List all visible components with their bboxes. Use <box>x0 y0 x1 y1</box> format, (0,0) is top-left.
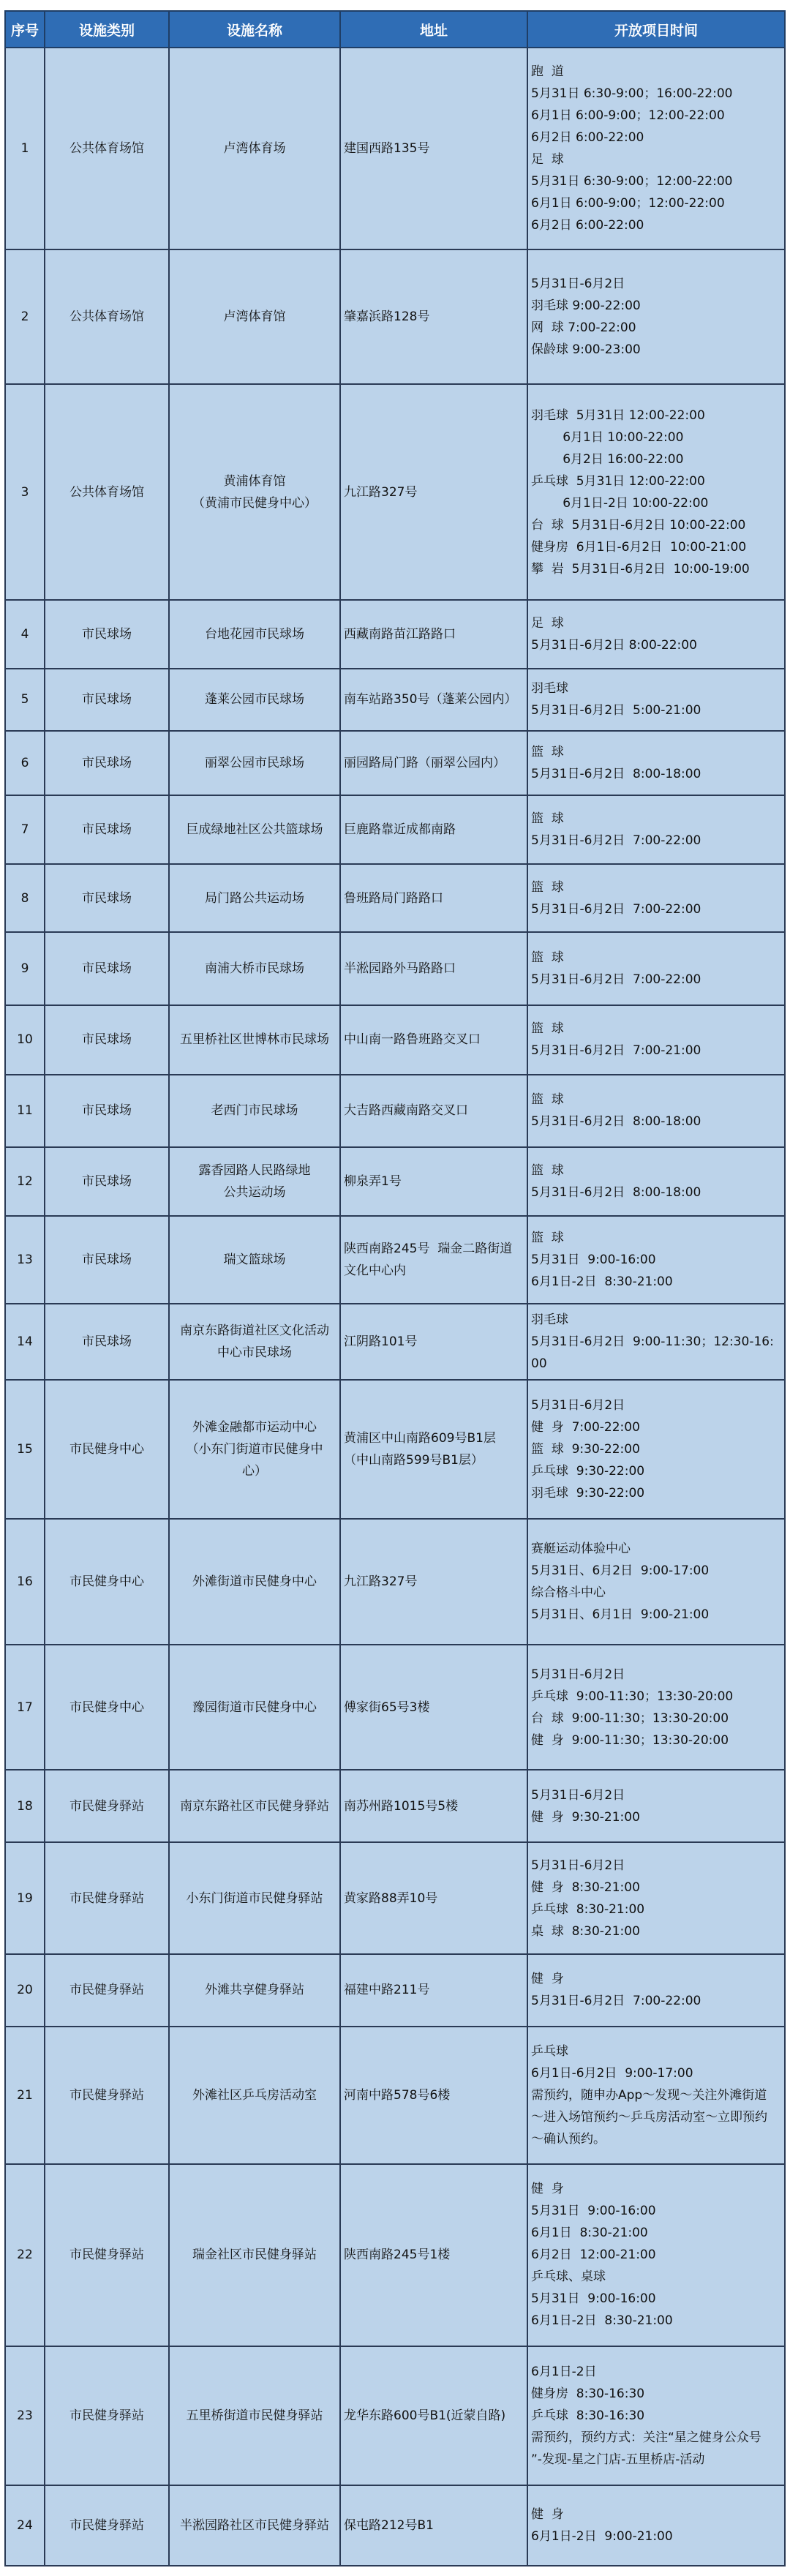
row-number: 13 <box>5 1216 45 1304</box>
facility-name-line: 丽翠公园市民球场 <box>205 756 304 771</box>
row-number: 16 <box>5 1519 45 1645</box>
row-number: 8 <box>5 864 45 932</box>
facility-category: 公共体育场馆 <box>45 249 169 384</box>
facility-address <box>340 1216 527 1304</box>
table-row <box>5 1842 785 1954</box>
facility-address <box>340 2164 527 2347</box>
time-line: 健 身 <box>531 1972 564 1987</box>
table-row <box>5 1005 785 1075</box>
facility-address <box>340 669 527 731</box>
time-line: 6月2日 6:00-22:00 <box>531 130 644 146</box>
header-no: 序号 <box>5 11 45 48</box>
address-line: 半淞园路外马路路口 <box>344 961 456 976</box>
time-line: 6月1日 10:00-22:00 <box>531 429 684 445</box>
time-line: 健 身 <box>531 2507 564 2523</box>
facility-name <box>169 384 340 600</box>
row-number: 6 <box>5 731 45 795</box>
facility-name-line: 局门路公共运动场 <box>205 890 304 906</box>
header-category: 设施类别 <box>45 11 169 48</box>
time-line: 5月31日-6月2日 8:00-18:00 <box>531 1184 701 1200</box>
opening-times <box>527 1645 785 1770</box>
facility-name-line: 黄浦体育馆 <box>223 473 286 489</box>
opening-times <box>527 1075 785 1146</box>
facility-name <box>169 932 340 1005</box>
address-line: 陕西南路245号 瑞金二路街道 <box>344 1241 513 1256</box>
address-line: 九江路327号 <box>344 1574 418 1590</box>
table-row <box>5 731 785 795</box>
facility-name-line: 露香园路人民路绿地 <box>198 1163 311 1178</box>
time-line: 5月31日-6月2日 7:00-22:00 <box>531 972 701 987</box>
facility-category: 市民球场 <box>45 1075 169 1146</box>
time-line: 桌 球 8:30-21:00 <box>531 1923 640 1939</box>
address-line: 陕西南路245号1楼 <box>344 2248 451 2263</box>
opening-times <box>527 2027 785 2164</box>
row-number: 4 <box>5 600 45 668</box>
facility-name-line: 小东门街道市民健身驿站 <box>186 1890 323 1906</box>
time-line: 乒乓球 8:30-16:30 <box>531 2408 645 2424</box>
address-line: 保屯路212号B1 <box>344 2518 434 2534</box>
facility-name-line: 外滩街道市民健身中心 <box>192 1574 317 1590</box>
address-line: 南车站路350号（蓬莱公园内） <box>344 692 517 707</box>
address-line: 九江路327号 <box>344 484 418 500</box>
table-row <box>5 2164 785 2347</box>
time-line: 6月2日 16:00-22:00 <box>531 451 684 467</box>
facility-category: 市民健身驿站 <box>45 2346 169 2485</box>
facility-name-line: 南京东路街道社区文化活动 <box>180 1323 329 1339</box>
facility-category: 市民健身驿站 <box>45 2027 169 2164</box>
table-row <box>5 1645 785 1770</box>
facility-category: 市民健身驿站 <box>45 1842 169 1954</box>
time-line: 乒乓球 9:00-11:30；13:30-20:00 <box>531 1689 734 1704</box>
time-line: 健 身 <box>531 2182 564 2197</box>
facility-category: 市民球场 <box>45 864 169 932</box>
facility-name <box>169 1380 340 1519</box>
facility-category: 市民球场 <box>45 1147 169 1216</box>
time-line: 健 身 9:30-21:00 <box>531 1809 640 1825</box>
time-line: 乒乓球、桌球 <box>531 2269 606 2285</box>
time-line: 6月1日-2日 9:00-21:00 <box>531 2529 673 2545</box>
address-line: 丽园路局门路（丽翠公园内） <box>344 756 505 771</box>
time-line: 6月2日 12:00-21:00 <box>531 2248 656 2263</box>
opening-times <box>527 384 785 600</box>
time-line: 5月31日、6月2日 9:00-17:00 <box>531 1563 710 1579</box>
facility-name-line: 外滩共享健身驿站 <box>205 1983 304 1998</box>
address-line: 柳泉弄1号 <box>344 1174 402 1189</box>
time-line: 篮 球 <box>531 1092 564 1108</box>
time-line: 5月31日-6月2日 <box>531 1787 625 1803</box>
time-line: 羽毛球 5月31日 12:00-22:00 <box>531 408 705 423</box>
header-times: 开放项目时间 <box>527 11 785 48</box>
row-number: 15 <box>5 1380 45 1519</box>
facility-category: 市民健身中心 <box>45 1519 169 1645</box>
time-line: 健身房 8:30-16:30 <box>531 2387 645 2402</box>
address-line: 西藏南路苗江路路口 <box>344 627 456 642</box>
table-row <box>5 2027 785 2164</box>
facility-name <box>169 731 340 795</box>
time-line: 需预约，预约方式：关注“星之健身公众号 <box>531 2430 761 2446</box>
opening-times <box>527 2346 785 2485</box>
row-number: 1 <box>5 48 45 249</box>
time-line: 5月31日-6月2日 8:00-18:00 <box>531 767 701 782</box>
opening-times <box>527 600 785 668</box>
facility-address <box>340 1075 527 1146</box>
time-line: 5月31日-6月2日 8:00-18:00 <box>531 1114 701 1130</box>
facility-name-line: 半淞园路社区市民健身驿站 <box>180 2518 329 2534</box>
facility-name <box>169 2346 340 2485</box>
time-line: 6月2日 6:00-22:00 <box>531 218 644 233</box>
facility-address <box>340 2485 527 2566</box>
facility-name <box>169 1304 340 1381</box>
facility-name <box>169 1842 340 1954</box>
time-line: 足 球 <box>531 152 564 168</box>
row-number: 7 <box>5 795 45 863</box>
opening-times <box>527 1519 785 1645</box>
opening-times <box>527 1216 785 1304</box>
facility-category: 市民健身驿站 <box>45 1954 169 2026</box>
facility-category: 市民球场 <box>45 669 169 731</box>
table-row <box>5 48 785 249</box>
header-row <box>5 11 785 48</box>
opening-times <box>527 864 785 932</box>
facility-category: 市民球场 <box>45 1304 169 1381</box>
facility-category: 市民球场 <box>45 932 169 1005</box>
time-line: 6月1日-2日 8:30-21:00 <box>531 1274 673 1289</box>
facility-name-line: 外滩金融都市运动中心 <box>192 1420 317 1435</box>
facility-name <box>169 669 340 731</box>
time-line: 5月31日-6月2日 7:00-21:00 <box>531 1043 701 1059</box>
facility-name-line: 南京东路社区市民健身驿站 <box>180 1798 329 1814</box>
facility-name-line: 蓬莱公园市民球场 <box>205 692 304 707</box>
table-row <box>5 384 785 600</box>
facility-category: 市民球场 <box>45 600 169 668</box>
opening-times <box>527 1147 785 1216</box>
table-row <box>5 1519 785 1645</box>
time-line: 乒乓球 5月31日 12:00-22:00 <box>531 473 705 489</box>
time-line: 篮 球 <box>531 1230 564 1245</box>
facility-name <box>169 1075 340 1146</box>
row-number: 21 <box>5 2027 45 2164</box>
time-line: 健 身 9:00-11:30；13:30-20:00 <box>531 1732 729 1748</box>
time-line: 5月31日-6月2日 <box>531 1667 625 1682</box>
facility-name-line: 瑞文篮球场 <box>223 1252 286 1267</box>
opening-times <box>527 1005 785 1075</box>
row-number: 19 <box>5 1842 45 1954</box>
table-row <box>5 600 785 668</box>
facility-name <box>169 1147 340 1216</box>
table-row <box>5 864 785 932</box>
time-line: 5月31日 9:00-16:00 <box>531 2291 656 2307</box>
facility-name-line: 豫园街道市民健身中心 <box>192 1700 317 1715</box>
facility-name <box>169 1216 340 1304</box>
facility-category: 市民球场 <box>45 731 169 795</box>
address-line: （中山南路599号B1层） <box>344 1453 484 1468</box>
facility-address <box>340 1954 527 2026</box>
row-number: 24 <box>5 2485 45 2566</box>
time-line: ～进入场馆预约～乒乓房活动室～立即预约 <box>531 2109 767 2125</box>
facility-name <box>169 249 340 384</box>
table-row <box>5 1380 785 1519</box>
opening-times <box>527 48 785 249</box>
facility-address <box>340 932 527 1005</box>
time-line: 6月1日 6:00-9:00；12:00-22:00 <box>531 108 725 124</box>
facility-address <box>340 1304 527 1381</box>
time-line: 保龄球 9:00-23:00 <box>531 342 641 358</box>
table-row <box>5 1216 785 1304</box>
time-line: 台 球 5月31日-6月2日 10:00-22:00 <box>531 517 746 533</box>
time-line: 5月31日-6月2日 9:00-11:30；12:30-16:00 <box>531 1334 774 1372</box>
address-line: 黄浦区中山南路609号B1层 <box>344 1431 496 1446</box>
row-number: 11 <box>5 1075 45 1146</box>
table-body <box>5 48 785 2566</box>
time-line: 5月31日、6月1日 9:00-21:00 <box>531 1607 710 1623</box>
row-number: 20 <box>5 1954 45 2026</box>
facility-name <box>169 1005 340 1075</box>
facility-address <box>340 864 527 932</box>
opening-times <box>527 932 785 1005</box>
time-line: 6月1日-2日 8:30-21:00 <box>531 2313 673 2329</box>
address-line: 河南中路578号6楼 <box>344 2087 451 2103</box>
facility-category: 市民球场 <box>45 1005 169 1075</box>
opening-times <box>527 1770 785 1841</box>
facility-address <box>340 1380 527 1519</box>
time-line: 篮 球 <box>531 1163 564 1178</box>
facility-name-line: 台地花园市民球场 <box>205 627 304 642</box>
facility-name <box>169 864 340 932</box>
time-line: 5月31日-6月2日 7:00-22:00 <box>531 833 701 849</box>
time-line: 赛艇运动体验中心 <box>531 1542 631 1557</box>
time-line: 羽毛球 <box>531 1313 568 1328</box>
address-line: 建国西路135号 <box>344 141 430 157</box>
facility-category: 市民健身驿站 <box>45 2485 169 2566</box>
time-line: 5月31日 9:00-16:00 <box>531 2204 656 2219</box>
facility-name-line: 心） <box>242 1464 267 1479</box>
facility-address <box>340 1645 527 1770</box>
facility-name-line: （小东门街道市民健身中 <box>186 1442 323 1457</box>
header-name: 设施名称 <box>169 11 340 48</box>
facility-name <box>169 600 340 668</box>
row-number: 22 <box>5 2164 45 2347</box>
row-number: 3 <box>5 384 45 600</box>
time-line: 5月31日-6月2日 7:00-22:00 <box>531 1994 701 2009</box>
address-line: 南苏州路1015号5楼 <box>344 1798 459 1814</box>
facility-category: 市民健身驿站 <box>45 2164 169 2347</box>
facility-address <box>340 384 527 600</box>
opening-times <box>527 2164 785 2347</box>
table-row <box>5 669 785 731</box>
time-line: 篮 球 <box>531 879 564 895</box>
row-number: 17 <box>5 1645 45 1770</box>
opening-times <box>527 1304 785 1381</box>
time-line: 5月31日-6月2日 <box>531 277 625 292</box>
facility-table <box>4 10 786 2566</box>
facility-name-line: 外滩社区乒乓房活动室 <box>192 2087 317 2103</box>
row-number: 10 <box>5 1005 45 1075</box>
facility-name <box>169 2164 340 2347</box>
address-line: 鲁班路局门路路口 <box>344 890 443 906</box>
header-address: 地址 <box>340 11 527 48</box>
time-line: 羽毛球 <box>531 681 568 696</box>
time-line: 乒乓球 8:30-21:00 <box>531 1901 645 1917</box>
time-line: 台 球 9:00-11:30；13:30-20:00 <box>531 1711 729 1726</box>
address-line: 傅家街65号3楼 <box>344 1700 430 1715</box>
time-line: 综合格斗中心 <box>531 1585 606 1601</box>
facility-address <box>340 731 527 795</box>
time-line: 需预约，随申办App～发现～关注外滩街道 <box>531 2087 767 2103</box>
time-line: 攀 岩 5月31日-6月2日 10:00-19:00 <box>531 561 750 577</box>
address-line: 肇嘉浜路128号 <box>344 309 430 325</box>
facility-address <box>340 795 527 863</box>
facility-name-line: （黄浦市民健身中心） <box>192 495 317 511</box>
facility-address <box>340 2346 527 2485</box>
table-row <box>5 1147 785 1216</box>
opening-times <box>527 1954 785 2026</box>
time-line: 5月31日-6月2日 <box>531 1398 625 1413</box>
address-line: 中山南一路鲁班路交叉口 <box>344 1032 481 1048</box>
facility-address <box>340 1005 527 1075</box>
facility-name <box>169 48 340 249</box>
address-line: 龙华东路600号B1(近蒙自路) <box>344 2408 506 2424</box>
facility-category: 公共体育场馆 <box>45 384 169 600</box>
time-line: 5月31日-6月2日 5:00-21:00 <box>531 703 701 718</box>
facility-address <box>340 1147 527 1216</box>
time-line: 6月1日-2日 10:00-22:00 <box>531 495 709 511</box>
facility-name <box>169 795 340 863</box>
time-line: ～确认预约。 <box>531 2131 606 2147</box>
facility-address <box>340 2027 527 2164</box>
table-row <box>5 2346 785 2485</box>
time-line: 6月1日-6月2日 9:00-17:00 <box>531 2065 693 2081</box>
time-line: 5月31日-6月2日 7:00-22:00 <box>531 901 701 917</box>
time-line: 足 球 <box>531 616 564 631</box>
facility-address <box>340 48 527 249</box>
time-line: 乒乓球 9:30-22:00 <box>531 1464 645 1479</box>
time-line: 网 球 7:00-22:00 <box>531 320 636 336</box>
facility-name <box>169 1645 340 1770</box>
facility-address <box>340 600 527 668</box>
time-line: 跑 道 <box>531 64 564 80</box>
time-line: 篮 球 <box>531 1021 564 1037</box>
facility-address <box>340 1842 527 1954</box>
table-row <box>5 1304 785 1381</box>
time-line: 乒乓球 <box>531 2043 568 2059</box>
opening-times <box>527 2485 785 2566</box>
time-line: 6月1日-2日 <box>531 2365 597 2380</box>
facility-category: 市民健身驿站 <box>45 1770 169 1841</box>
facility-address <box>340 1770 527 1841</box>
table-row <box>5 795 785 863</box>
row-number: 5 <box>5 669 45 731</box>
opening-times <box>527 669 785 731</box>
time-line: 5月31日 9:00-16:00 <box>531 1252 656 1267</box>
row-number: 14 <box>5 1304 45 1381</box>
table-row <box>5 1954 785 2026</box>
time-line: 健 身 8:30-21:00 <box>531 1880 640 1895</box>
time-line: 5月31日-6月2日 <box>531 1858 625 1873</box>
facility-address <box>340 249 527 384</box>
time-line: 5月31日-6月2日 8:00-22:00 <box>531 638 697 653</box>
table-row <box>5 932 785 1005</box>
row-number: 12 <box>5 1147 45 1216</box>
table-row <box>5 2485 785 2566</box>
address-line: 福建中路211号 <box>344 1983 430 1998</box>
time-line: 羽毛球 9:00-22:00 <box>531 298 641 314</box>
facility-category: 市民球场 <box>45 1216 169 1304</box>
facility-name <box>169 1519 340 1645</box>
opening-times <box>527 795 785 863</box>
opening-times <box>527 731 785 795</box>
opening-times <box>527 1842 785 1954</box>
time-line: 5月31日 6:30-9:00；12:00-22:00 <box>531 174 733 189</box>
facility-name <box>169 1954 340 2026</box>
facility-name-line: 巨成绿地社区公共篮球场 <box>186 822 323 838</box>
facility-name-line: 卢湾体育馆 <box>223 309 286 325</box>
opening-times <box>527 1380 785 1519</box>
table-row <box>5 1770 785 1841</box>
facility-name-line: 南浦大桥市民球场 <box>205 961 304 976</box>
facility-name-line: 五里桥街道市民健身驿站 <box>186 2408 323 2424</box>
time-line: 篮 球 9:30-22:00 <box>531 1442 640 1457</box>
time-line: 篮 球 <box>531 745 564 760</box>
time-line: ”-发现-星之门店-五里桥店-活动 <box>531 2452 705 2468</box>
time-line: 篮 球 <box>531 811 564 827</box>
time-line: 5月31日 6:30-9:00；16:00-22:00 <box>531 86 733 102</box>
facility-name-line: 卢湾体育场 <box>223 141 286 157</box>
facility-category: 市民健身中心 <box>45 1380 169 1519</box>
facility-name-line: 瑞金社区市民健身驿站 <box>192 2248 317 2263</box>
time-line: 6月1日 6:00-9:00；12:00-22:00 <box>531 196 725 211</box>
facility-name-line: 老西门市民球场 <box>211 1103 298 1119</box>
address-line: 巨鹿路靠近成都南路 <box>344 822 456 838</box>
table-row <box>5 249 785 384</box>
facility-name <box>169 2485 340 2566</box>
address-line: 大吉路西藏南路交叉口 <box>344 1103 468 1119</box>
address-line: 黄家路88弄10号 <box>344 1890 438 1906</box>
time-line: 6月1日 8:30-21:00 <box>531 2226 648 2241</box>
facility-name-line: 五里桥社区世博林市民球场 <box>180 1032 329 1048</box>
facility-address <box>340 1519 527 1645</box>
table-row <box>5 1075 785 1146</box>
facility-name-line: 公共运动场 <box>223 1184 286 1200</box>
facility-name <box>169 1770 340 1841</box>
facility-category: 市民球场 <box>45 795 169 863</box>
address-line: 文化中心内 <box>344 1263 406 1278</box>
opening-times <box>527 249 785 384</box>
facility-category: 公共体育场馆 <box>45 48 169 249</box>
row-number: 18 <box>5 1770 45 1841</box>
facility-name <box>169 2027 340 2164</box>
facility-category: 市民健身中心 <box>45 1645 169 1770</box>
row-number: 9 <box>5 932 45 1005</box>
time-line: 健 身 7:00-22:00 <box>531 1420 640 1435</box>
time-line: 羽毛球 9:30-22:00 <box>531 1486 645 1501</box>
time-line: 健身房 6月1日-6月2日 10:00-21:00 <box>531 539 747 555</box>
row-number: 2 <box>5 249 45 384</box>
time-line: 篮 球 <box>531 950 564 965</box>
address-line: 江阴路101号 <box>344 1334 418 1350</box>
facility-name-line: 中心市民球场 <box>217 1345 292 1361</box>
row-number: 23 <box>5 2346 45 2485</box>
